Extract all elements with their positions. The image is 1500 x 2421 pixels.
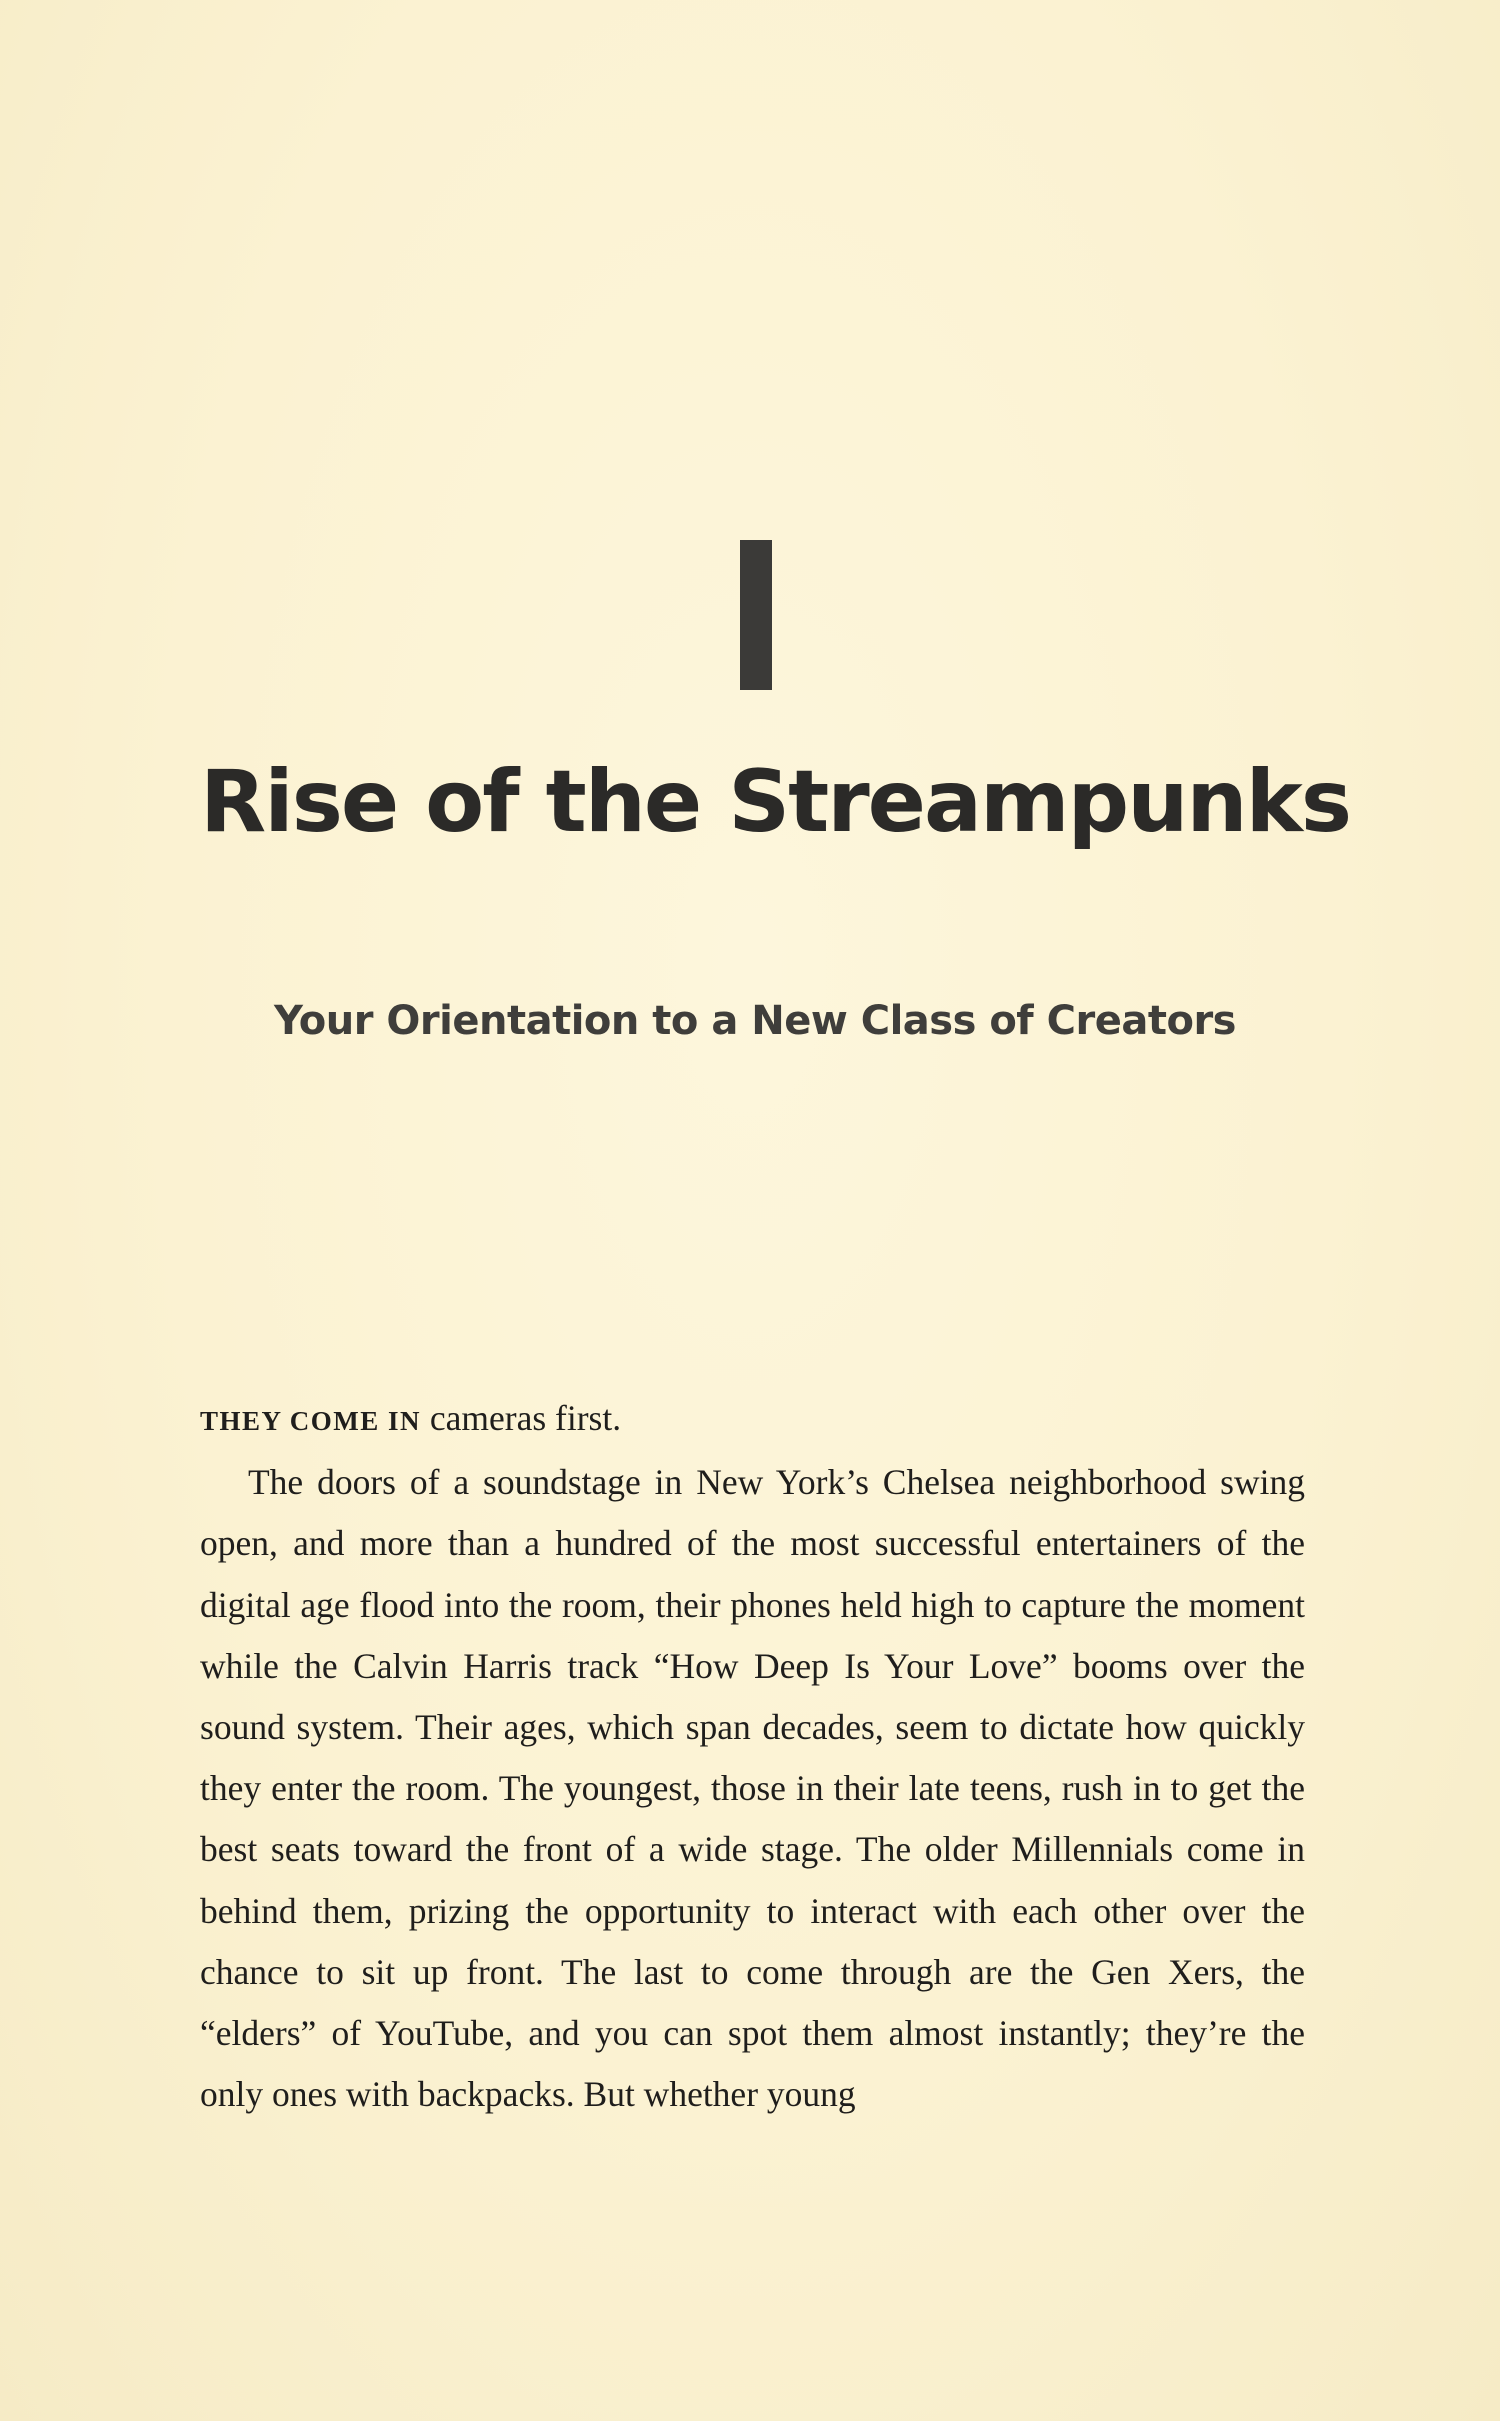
body-text — [200, 1388, 1305, 2125]
chapter-title: Rise of the Streampunks — [200, 752, 1351, 852]
chapter-number — [740, 540, 772, 690]
lead-in: THEY COME IN — [200, 1406, 422, 1436]
chapter-subtitle: Your Orientation to a New Class of Creators — [274, 998, 1236, 1044]
paragraph: The doors of a soundstage in New York’s Chelsea neighborhood swing open, and more than a hundred of the most successful entertainers of the digital age flood into the room, their phones held high to capture the moment while the Calvin Harris track “How Deep Is Your Love” booms over the sound system. Their ages, which span decades, seem to dictate how quickly they enter the room. The youngest, those in their late teens, rush in to get the best seats toward the front of a wide stage. The older Millennials come in behind them, prizing the opportunity to interact with each other over the chance to sit up front. The last to come through are the Gen Xers, the “elders” of YouTube, and you can spot them almost instantly; they’re the only ones with backpacks. But whether young — [200, 1462, 1305, 2115]
opening-paragraph — [200, 1388, 1305, 1452]
opening-sentence: cameras first. — [421, 1398, 622, 1438]
